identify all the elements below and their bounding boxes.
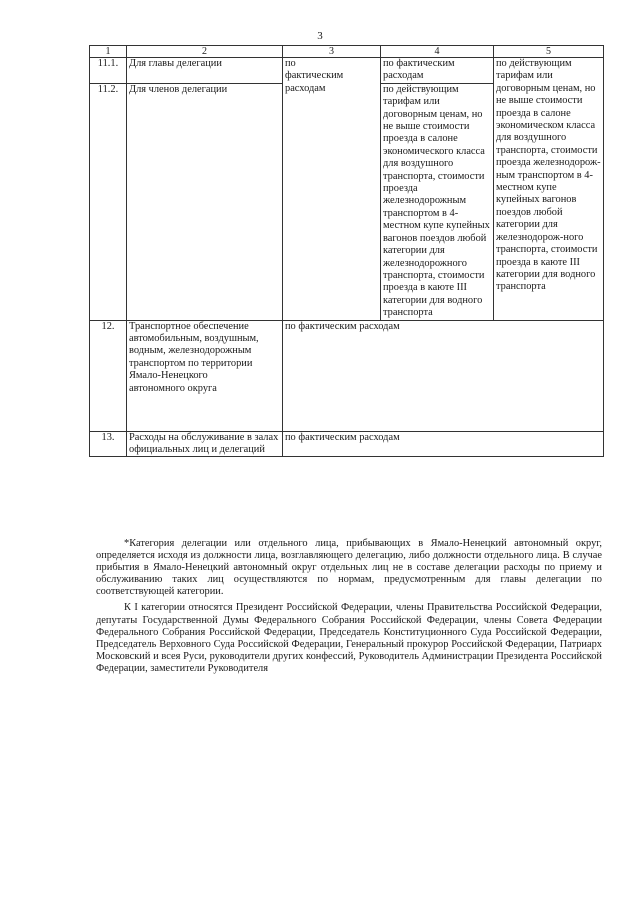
- row-name: Транспортное обеспечение автомобильным, воздушным, водным, железнодорожным транспортом по территории Ямало-Ненецкого автономного округа: [127, 320, 283, 431]
- table-row: [90, 58, 604, 84]
- row-number: 12.: [90, 320, 127, 431]
- row-number: 13.: [90, 431, 127, 457]
- header-cell: 4: [381, 46, 494, 58]
- row-col3-value: по фактическим расходам: [283, 58, 381, 321]
- row-col5-value: по действующим тарифам или договорным ценам, но не выше стоимости проезда в салоне экономическом класса для воздушного транспорта, стоимости проезда железнодорож-ным транспортом в 4-местном купе купейных вагонов поездов любой категории для железнодорож-ного транспорта, стоимости проезда в каюте III категории для водного транспорта: [494, 58, 604, 321]
- expense-norms-table: [89, 45, 604, 457]
- header-cell: 5: [494, 46, 604, 58]
- row-value: по фактическим расходам: [283, 320, 604, 431]
- header-cell: 2: [127, 46, 283, 58]
- row-number: 11.1.: [90, 58, 127, 84]
- table-header-row: [90, 46, 604, 58]
- row-col4-value: по фактическим расходам: [381, 58, 494, 84]
- row-number: 11.2.: [90, 83, 127, 320]
- page-number: 3: [317, 30, 323, 42]
- row-name: Для главы делегации: [127, 58, 283, 84]
- row-value: по фактическим расходам: [283, 431, 604, 457]
- row-name: Расходы на обслуживание в залах официальных лиц и делегаций: [127, 431, 283, 457]
- header-cell: 3: [283, 46, 381, 58]
- row-name: Для членов делегации: [127, 83, 283, 320]
- table-row: [90, 431, 604, 457]
- header-cell: 1: [90, 46, 127, 58]
- table-row: [90, 320, 604, 431]
- footnote-text: [96, 538, 602, 679]
- paragraph: К I категории относятся Президент Российской Федерации, члены Правительства Российской Федерации, депутаты Государственной Думы Федерального Собрания Российской Федерации, члены Совета Федерации Федерального Собрания Российской Федерации, Председатель Конституционного Суда Российской Федерации, Председатель Верховного Суда Российской Федерации, Генеральный прокурор Российской Федерации, Патриарх Московский и всея Руси, руководители других конфессий, Руководитель Администрации Президента Российской Федерации, заместители Руководителя: [96, 602, 602, 674]
- paragraph: *Категория делегации или отдельного лица, прибывающих в Ямало-Ненецкий автономный округ, определяется исходя из должности лица, возглавляющего делегацию, либо должности отдельного лица. В случае прибытия в Ямало-Ненецкий автономный округ отдельных лиц не в составе делегации расходы по приему и обслуживанию таких лиц осуществляются по нормам, предусмотренным для главы делегации по соответствующей категории.: [96, 538, 602, 598]
- row-col4-value: по действующим тарифам или договорным ценам, но не выше стоимости проезда в салоне экономического класса для воздушного транспорта, стоимости проезда железнодорожным транспортом в 4-местном купе купейных вагонов поездов любой категории для железнодорожного транспорта, стоимости проезда в каюте III категории для водного транспорта: [381, 83, 494, 320]
